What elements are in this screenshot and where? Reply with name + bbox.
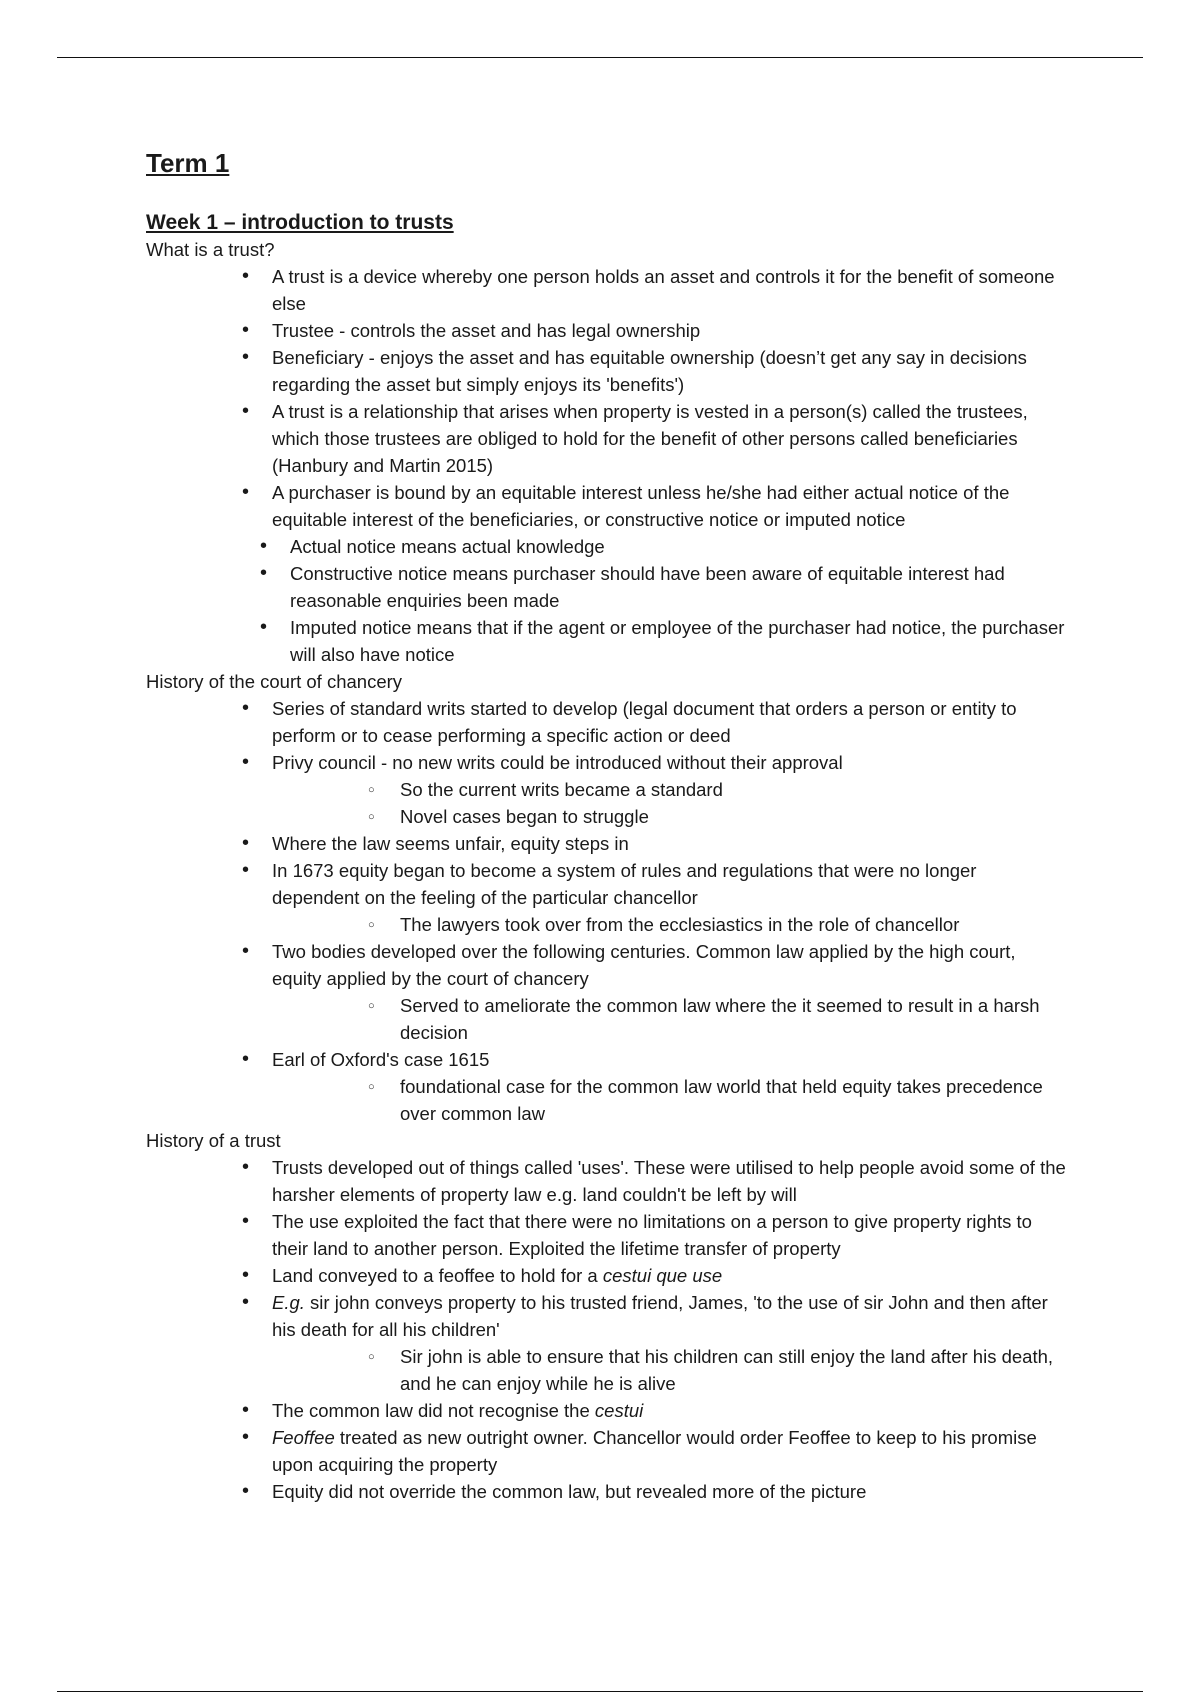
list-item: • Beneficiary - enjoys the asset and has equitable ownership (doesn’t get any say in decisions regarding the asset but simply enjoys its 'benefits') (272, 344, 1066, 398)
section-heading: What is a trust? (146, 239, 275, 261)
section-history-of-a-trust (146, 1127, 1066, 1505)
list-item (272, 1397, 1066, 1424)
list-item: • Privy council - no new writs could be introduced without their approval (272, 749, 1066, 776)
document-body (146, 148, 1066, 1505)
section-history-court-of-chancery (146, 668, 1066, 1127)
list-item (272, 1262, 1066, 1289)
italic-term: E.g. (272, 1292, 305, 1314)
list-item (272, 1289, 1066, 1343)
term-title: Term 1 (146, 148, 230, 178)
list-item: • Where the law seems unfair, equity steps in (272, 830, 1066, 857)
item-text: Land conveyed to a feoffee to hold for a (272, 1265, 603, 1287)
week-title: Week 1 – introduction to trusts (146, 211, 454, 235)
item-text: sir john conveys property to his trusted friend, James, 'to the use of sir John and then after his death for all his children' (272, 1292, 1048, 1341)
list-item: • Series of standard writs started to develop (legal document that orders a person or entity to perform or to cease performing a specific action or deed (272, 695, 1066, 749)
sub-list-item: ○ Served to ameliorate the common law where the it seemed to result in a harsh decision (400, 992, 1066, 1046)
italic-term: cestui (594, 1400, 644, 1422)
sub-list-item: ○ Novel cases began to struggle (400, 803, 1066, 830)
item-text: The common law did not recognise the (272, 1400, 595, 1422)
list-item (272, 1424, 1066, 1478)
item-text: treated as new outright owner. Chancellor would order Feoffee to keep to his promise upon acquiring the property (272, 1427, 1037, 1476)
footer-rule (57, 1691, 1143, 1692)
list-item: • Trustee - controls the asset and has legal ownership (272, 317, 1066, 344)
sub-list-item: ○ The lawyers took over from the ecclesiastics in the role of chancellor (400, 911, 1066, 938)
list-item: • A purchaser is bound by an equitable interest unless he/she had either actual notice of the equitable interest of the beneficiaries, or constructive notice or imputed notice (272, 479, 1066, 533)
sub-list-item: ○ Sir john is able to ensure that his children can still enjoy the land after his death, and he can enjoy while he is alive (400, 1343, 1066, 1397)
section-heading: History of a trust (146, 1130, 281, 1152)
list-item: • In 1673 equity began to become a system of rules and regulations that were no longer dependent on the feeling of the particular chancellor (272, 857, 1066, 911)
header-rule (57, 57, 1143, 58)
bullet-list (146, 695, 1066, 1127)
sub-list-item: ○ foundational case for the common law world that held equity takes precedence over common law (400, 1073, 1066, 1127)
list-item: • The use exploited the fact that there were no limitations on a person to give property rights to their land to another person. Exploited the lifetime transfer of property (272, 1208, 1066, 1262)
list-item: • Two bodies developed over the following centuries. Common law applied by the high court, equity applied by the court of chancery (272, 938, 1066, 992)
list-item: • Imputed notice means that if the agent or employee of the purchaser had notice, the purchaser will also have notice (290, 614, 1066, 668)
list-item: • Constructive notice means purchaser should have been aware of equitable interest had reasonable enquiries been made (290, 560, 1066, 614)
section-what-is-a-trust (146, 236, 1066, 668)
list-item: • A trust is a relationship that arises when property is vested in a person(s) called the trustees, which those trustees are obliged to hold for the benefit of other persons called beneficiaries (Hanbury and Martin 2015) (272, 398, 1066, 479)
list-item: • A trust is a device whereby one person holds an asset and controls it for the benefit of someone else (272, 263, 1066, 317)
list-item: • Actual notice means actual knowledge (290, 533, 1066, 560)
list-item: • Trusts developed out of things called 'uses'. These were utilised to help people avoid some of the harsher elements of property law e.g. land couldn't be left by will (272, 1154, 1066, 1208)
bullet-list (146, 263, 1066, 668)
italic-term: Feoffee (272, 1427, 335, 1449)
italic-term: cestui que use (602, 1265, 723, 1287)
list-item: • Earl of Oxford's case 1615 (272, 1046, 1066, 1073)
list-item: • Equity did not override the common law, but revealed more of the picture (272, 1478, 1066, 1505)
bullet-list (146, 1154, 1066, 1505)
sub-list-item: ○ So the current writs became a standard (400, 776, 1066, 803)
section-heading: History of the court of chancery (146, 671, 403, 693)
